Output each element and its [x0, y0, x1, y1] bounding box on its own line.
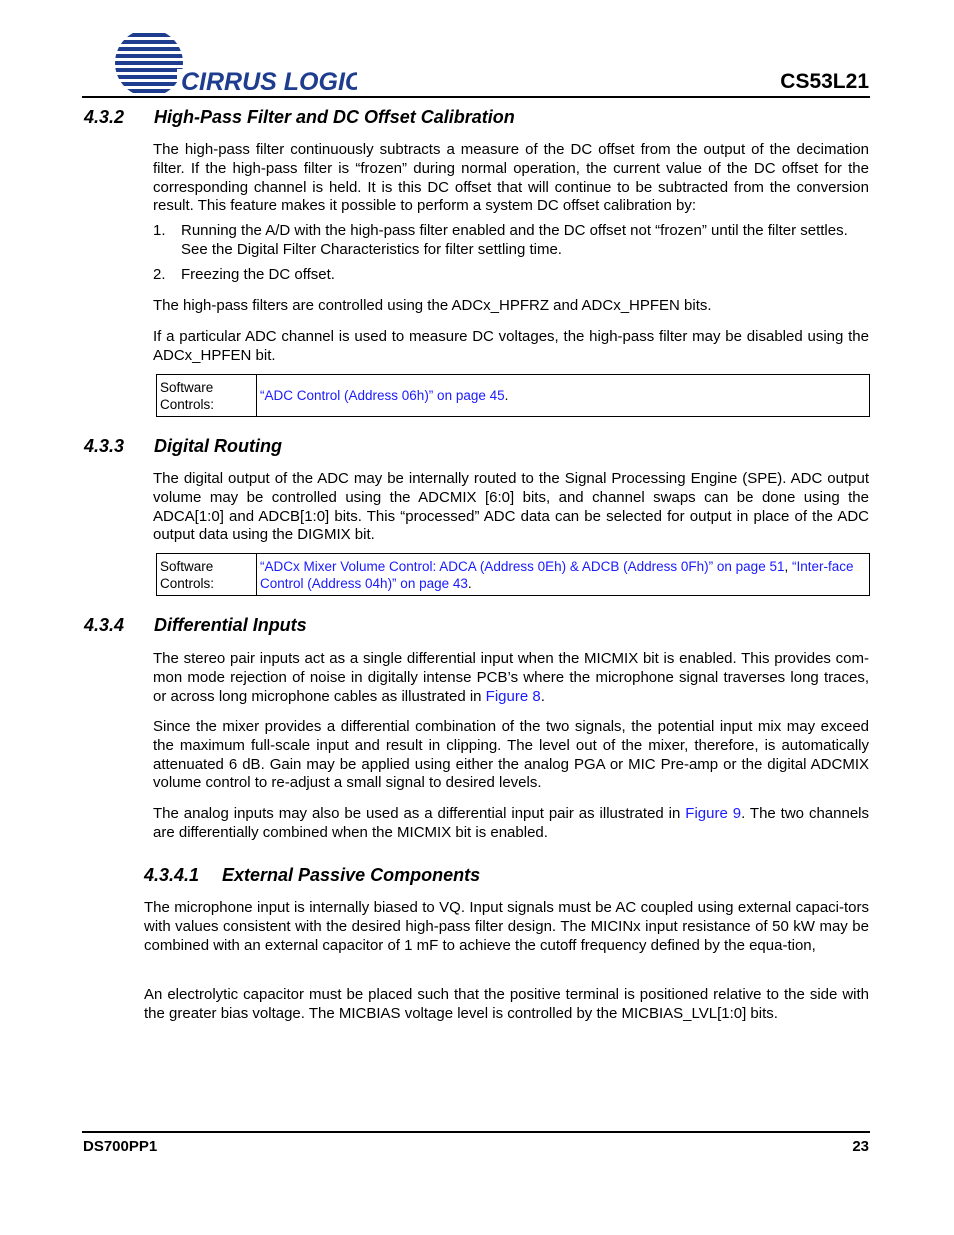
list-item: 1. Running the A/D with the high-pass filter enabled and the DC offset not “frozen” until the filter settles. See the Digital Filter Characteristics for filter settling time.: [153, 222, 848, 258]
cross-reference-link[interactable]: “ADCx Mixer Volume Control: ADCA (Address 0Eh) & ADCB (Address 0Fh)” on page 51: [260, 558, 785, 574]
cirrus-logic-logo: [82, 33, 357, 95]
cross-reference-link[interactable]: “ADC Control (Address 06h)” on page 45: [260, 388, 505, 403]
section-number: 4.3.4: [84, 615, 125, 635]
section-number: 4.3.4.1: [144, 865, 200, 885]
section-number: 4.3.2: [84, 107, 125, 127]
cross-reference-link[interactable]: “Inter-face Control (Address 04h)” on page 43: [260, 558, 854, 591]
figure-8-link[interactable]: Figure 8: [485, 687, 541, 705]
footer-divider: [82, 1131, 870, 1133]
figure-9-link[interactable]: Figure 9: [685, 805, 742, 822]
software-controls-value: “ADCx Mixer Volume Control: ADCA (Address 0Eh) & ADCB (Address 0Fh)” on page 51, “Inter-face Control (Address 04h)” on page 43.: [257, 554, 870, 596]
paragraph: Since the mixer provides a differential combination of the two signals, the potential input mix may exceed the maximum full-scale input and result in clipping. The level out of the mixer, therefore, is automatically attenuated 6 dB. Gain may be applied using either the analog PGA or MIC Pre-amp or the digital ADCMIX volume control to re-adjust a small signal to desired levels.: [153, 718, 869, 792]
section-heading-4-3-4-1: [144, 865, 480, 886]
software-controls-value: “ADC Control (Address 06h)” on page 45.: [257, 375, 870, 417]
software-controls-label: Software Controls:: [157, 554, 257, 596]
svg-text:CIRRUS LOGIC: CIRRUS LOGIC: [181, 68, 357, 95]
paragraph: The high-pass filter continuously subtracts a measure of the DC offset from the output of the decimation filter. If the high-pass filter is “frozen” during normal operation, the current value of the DC offset for the corresponding channel is held. It is this DC offset that will continue to be subtracted from the conversion result. This feature makes it possible to perform a system DC offset calibration by:: [153, 141, 869, 215]
paragraph: If a particular ADC channel is used to measure DC voltages, the high-pass filter may be disabled using the ADCx_HPFEN bit.: [153, 328, 869, 364]
software-controls-table: [156, 553, 870, 596]
section-heading-4-3-4: [84, 615, 307, 636]
paragraph: An electrolytic capacitor must be placed such that the positive terminal is positioned relative to the side with the greater bias voltage. The MICBIAS voltage level is controlled by the MICBIAS_LVL[1:0] bits.: [144, 986, 869, 1022]
section-heading-4-3-2: [84, 107, 515, 128]
paragraph: The high-pass filters are controlled using the ADCx_HPFRZ and ADCx_HPFEN bits.: [153, 297, 712, 314]
footer-doc-number: DS700PP1: [83, 1138, 158, 1155]
header-divider: [82, 96, 870, 98]
section-title: Digital Routing: [154, 436, 282, 456]
page-number: 23: [852, 1138, 869, 1155]
paragraph: The analog inputs may also be used as a differential input pair as illustrated in Figure 9. The two channels are differentially combined when the MICMIX bit is enabled.: [153, 805, 869, 841]
software-controls-label: Software Controls:: [157, 375, 257, 417]
document-id: CS53L21: [780, 70, 869, 93]
paragraph: The microphone input is internally biased to VQ. Input signals must be AC coupled using external capaci-tors with values consistent with the desired high-pass filter design. The MICINx input resistance of 50 kW may be combined with an external capacitor of 1 mF to achieve the cutoff frequency defined by the equa-tion,: [144, 899, 869, 954]
list-item: 2. Freezing the DC offset.: [153, 266, 335, 283]
section-title: Differential Inputs: [154, 615, 307, 635]
section-number: 4.3.3: [84, 436, 125, 456]
section-title: High-Pass Filter and DC Offset Calibration: [154, 107, 515, 127]
paragraph: The digital output of the ADC may be internally routed to the Signal Processing Engine (SPE). ADC output volume may be controlled using the ADCMIX [6:0] bits, and channel swaps can be done using the ADCA[1:0] and ADCB[1:0] bits. This “processed” ADC data can be selected for output in place of the ADC output data using the DIGMIX bit.: [153, 470, 869, 544]
software-controls-table: [156, 374, 870, 417]
section-title: External Passive Components: [222, 865, 481, 885]
section-heading-4-3-3: [84, 436, 282, 457]
paragraph: The stereo pair inputs act as a single differential input when the MICMIX bit is enabled. This provides com-mon mode rejection of noise in digitally intense PCB’s where the microphone signal traverses long traces, or across long microphone cables as illustrated in Figure 8.: [153, 650, 869, 705]
